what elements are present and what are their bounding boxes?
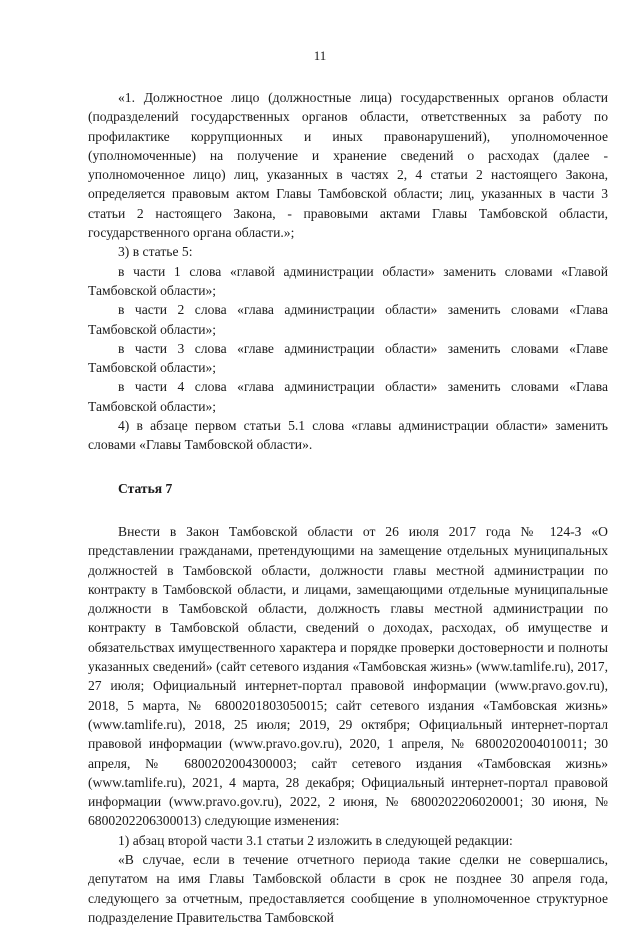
- paragraph: в части 3 слова «главе администрации области» заменить словами «Главе Тамбовской области»;: [88, 340, 608, 376]
- paragraph: 3) в статье 5:: [118, 244, 193, 260]
- paragraph: «В случае, если в течение отчетного периода такие сделки не совершались, депутатом на имя Главы Тамбовской области в срок не позднее 30 апреля года, следующего за отчетным, предоставляется сообщение в уполномоченное структурное подразделение Правительства Тамбовской: [88, 851, 608, 925]
- article-heading: Статья 7: [118, 480, 173, 496]
- paragraph: Внести в Закон Тамбовской области от 26 июля 2017 года № 124-З «О представлении гражданами, претендующими на замещение отдельных муниципальных должностей в Тамбовской области, должности главы местной администрации по контракту в Тамбовской области, и лицами, замещающими отдельные муниципальные должности в Тамбовской области, должность главы местной администрации по контракту в Тамбовской области, сведений о доходах, расходах, об имуществе и обязательствах имущественного характера и порядке проверки достоверности и полноты указанных сведений» (сайт сетевого издания «Тамбовская жизнь» (www.tamlife.ru), 2017, 27 июля; Официальный интернет-портал правовой информации (www.pravo.gov.ru), 2018, 5 марта, № 6800201803050015; сайт сетевого издания «Тамбовская жизнь» (www.tamlife.ru), 2018, 25 июля; 2019, 29 октября; Официальный интернет-портал правовой информации (www.pravo.gov.ru), 2020, 1 апреля, № 6800202004010011; 30 апреля, № 6800202004300003; сайт сетевого издания «Тамбовская жизнь» (www.tamlife.ru), 2021, 4 марта, 28 декабря; Официальный интернет-портал правовой информации (www.pravo.gov.ru), 2022, 2 июня, № 6800202206020001; 30 июня, № 6800202206300013) следующие изменения:: [88, 523, 608, 829]
- document-body: [88, 88, 608, 927]
- paragraph: 1) абзац второй части 3.1 статьи 2 изложить в следующей редакции:: [118, 832, 513, 848]
- paragraph: 4) в абзаце первом статьи 5.1 слова «главы администрации области» заменить словами «Главы Тамбовской области».: [88, 418, 608, 453]
- paragraph: «1. Должностное лицо (должностные лица) государственных органов области (подразделений государственных органов области, ответственных за работу по профилактике коррупционных и иных правонарушений), уполномоченное (уполномоченные) на получение и хранение сведений о расходах (далее - уполномоченное лицо) лиц, указанных в частях 2, 4 статьи 2 настоящего Закона, определяется правовым актом Главы Тамбовской области; лиц, указанных в части 3 статьи 2 настоящего Закона, - правовыми актами Главы Тамбовской области, государственного органа области.»;: [88, 90, 608, 241]
- paragraph: в части 4 слова «глава администрации области» заменить словами «Глава Тамбовской области»;: [88, 379, 608, 414]
- paragraph: в части 2 слова «глава администрации области» заменить словами «Глава Тамбовской области»;: [88, 302, 608, 337]
- paragraph: в части 1 слова «главой администрации области» заменить словами «Главой Тамбовской области»;: [88, 263, 608, 298]
- page-number: 11: [313, 48, 327, 63]
